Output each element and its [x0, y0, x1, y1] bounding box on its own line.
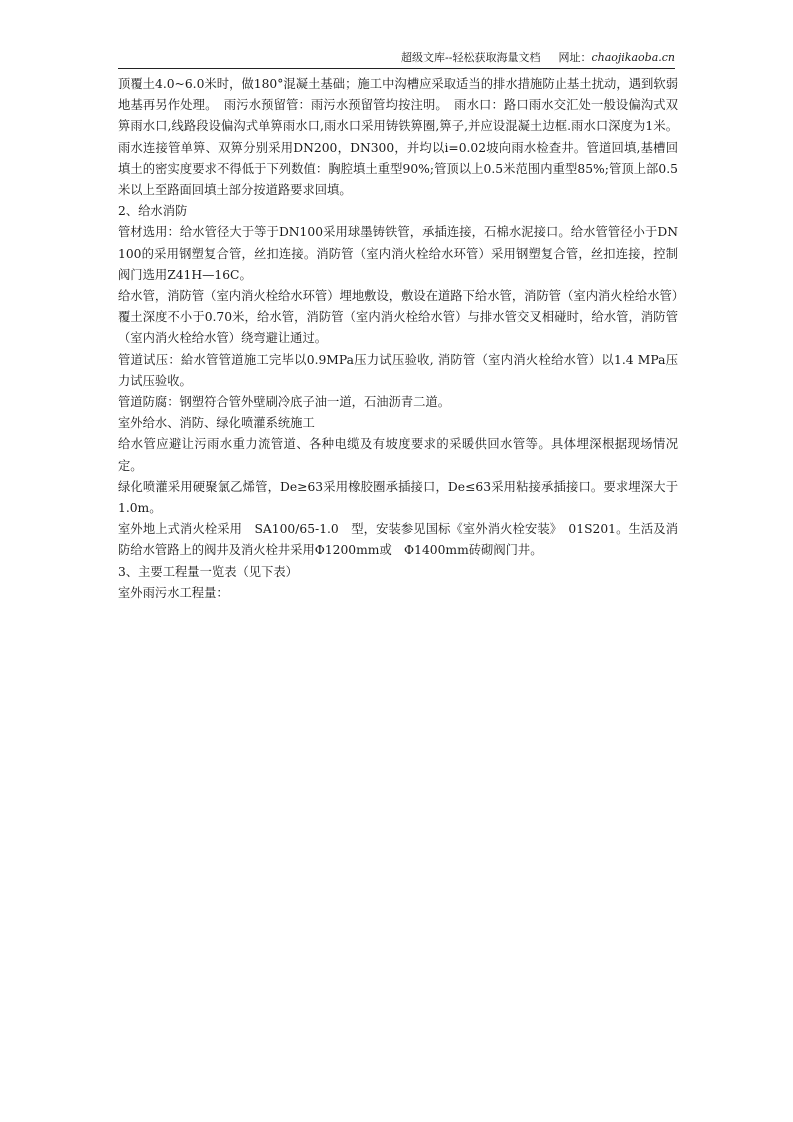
page-header — [118, 50, 675, 69]
subheading-outdoor-systems: 室外给水、消防、绿化喷灌系统施工 — [118, 416, 315, 431]
section-heading-water-fire: 2、给水消防 — [118, 204, 188, 219]
paragraph-quantities-label: 室外雨污水工程量： — [118, 585, 229, 600]
paragraph-anticorrosion: 管道防腐：钢塑符合管外壁刷冷底子油一道，石油沥青二道。 — [118, 395, 451, 410]
header-url: chaojikaoba.cn — [591, 51, 675, 64]
paragraph-drainage-details: 顶覆土4.0~6.0米时，做180°混凝土基础；施工中沟槽应采取适当的排水措施防止基土扰动，遇到软弱地基再另作处理。 雨污水预留管：雨污水预留管均按注明。 雨水口：路口雨水交汇处一般设偏沟式双箅雨水口,线路段设偏沟式单箅雨水口,雨水口采用铸铁箅圈,箅子,并应设混凝土边框.雨水口深度为1米。雨水连接管单箅、双箅分别采用DN200，DN300，并均以i=0.02坡向雨水检查井。管道回填,基槽回填土的密实度要求不得低于下列数值：胸腔填土重型90%;管顶以上0.5米范围内重型85%;管顶上部0.5米以上至路面回填土部分按道路要求回填。 — [118, 77, 678, 198]
paragraph-pressure-test: 管道试压：給水管管道施工完毕以0.9MPa压力试压验收, 消防管（室内消火栓给水管）以1.4 MPa压力试压验收。 — [118, 352, 678, 388]
section-heading-quantities: 3、主要工程量一览表（见下表） — [118, 564, 298, 579]
paragraph-irrigation: 绿化喷灌采用硬聚氯乙烯管，De≥63采用橡胶圈承插接口，De≤63采用粘接承插接口。要求埋深大于1.0m。 — [118, 479, 678, 516]
header-url-label: 网址： — [558, 51, 592, 64]
paragraph-fire-hydrant: 室外地上式消火栓采用 SA100/65-1.0 型，安装参见国标《室外消火栓安装》 01S201。生活及消防给水管路上的阀井及消火栓井采用Φ1200mm或 Φ1400mm砖砌阀门井。 — [118, 522, 678, 558]
header-site-name: 超级文库--轻松获取海量文档 — [401, 51, 541, 64]
paragraph-pipe-laying: 给水管，消防管（室内消火栓给水环管）埋地敷设，敷设在道路下给水管，消防管（室内消火栓给水管）覆土深度不小于0.70米，给水管，消防管（室内消火栓给水管）与排水管交叉相碰时，给水管，消防管（室内消火栓给水管）绕弯避让通过。 — [118, 289, 678, 346]
paragraph-pipe-material: 管材选用：给水管径大于等于DN100采用球墨铸铁管，承插连接，石棉水泥接口。给水管管径小于DN100的采用钢塑复合管，丝扣连接。消防管（室内消火栓给水环管）采用钢塑复合管，丝扣连接，控制阀门选用Z41H—16C。 — [118, 225, 678, 282]
paragraph-water-pipe-avoidance: 给水管应避让污雨水重力流管道、各种电缆及有坡度要求的采暖供回水管等。具体埋深根据现场情况定。 — [118, 437, 678, 473]
document-body — [118, 74, 678, 604]
